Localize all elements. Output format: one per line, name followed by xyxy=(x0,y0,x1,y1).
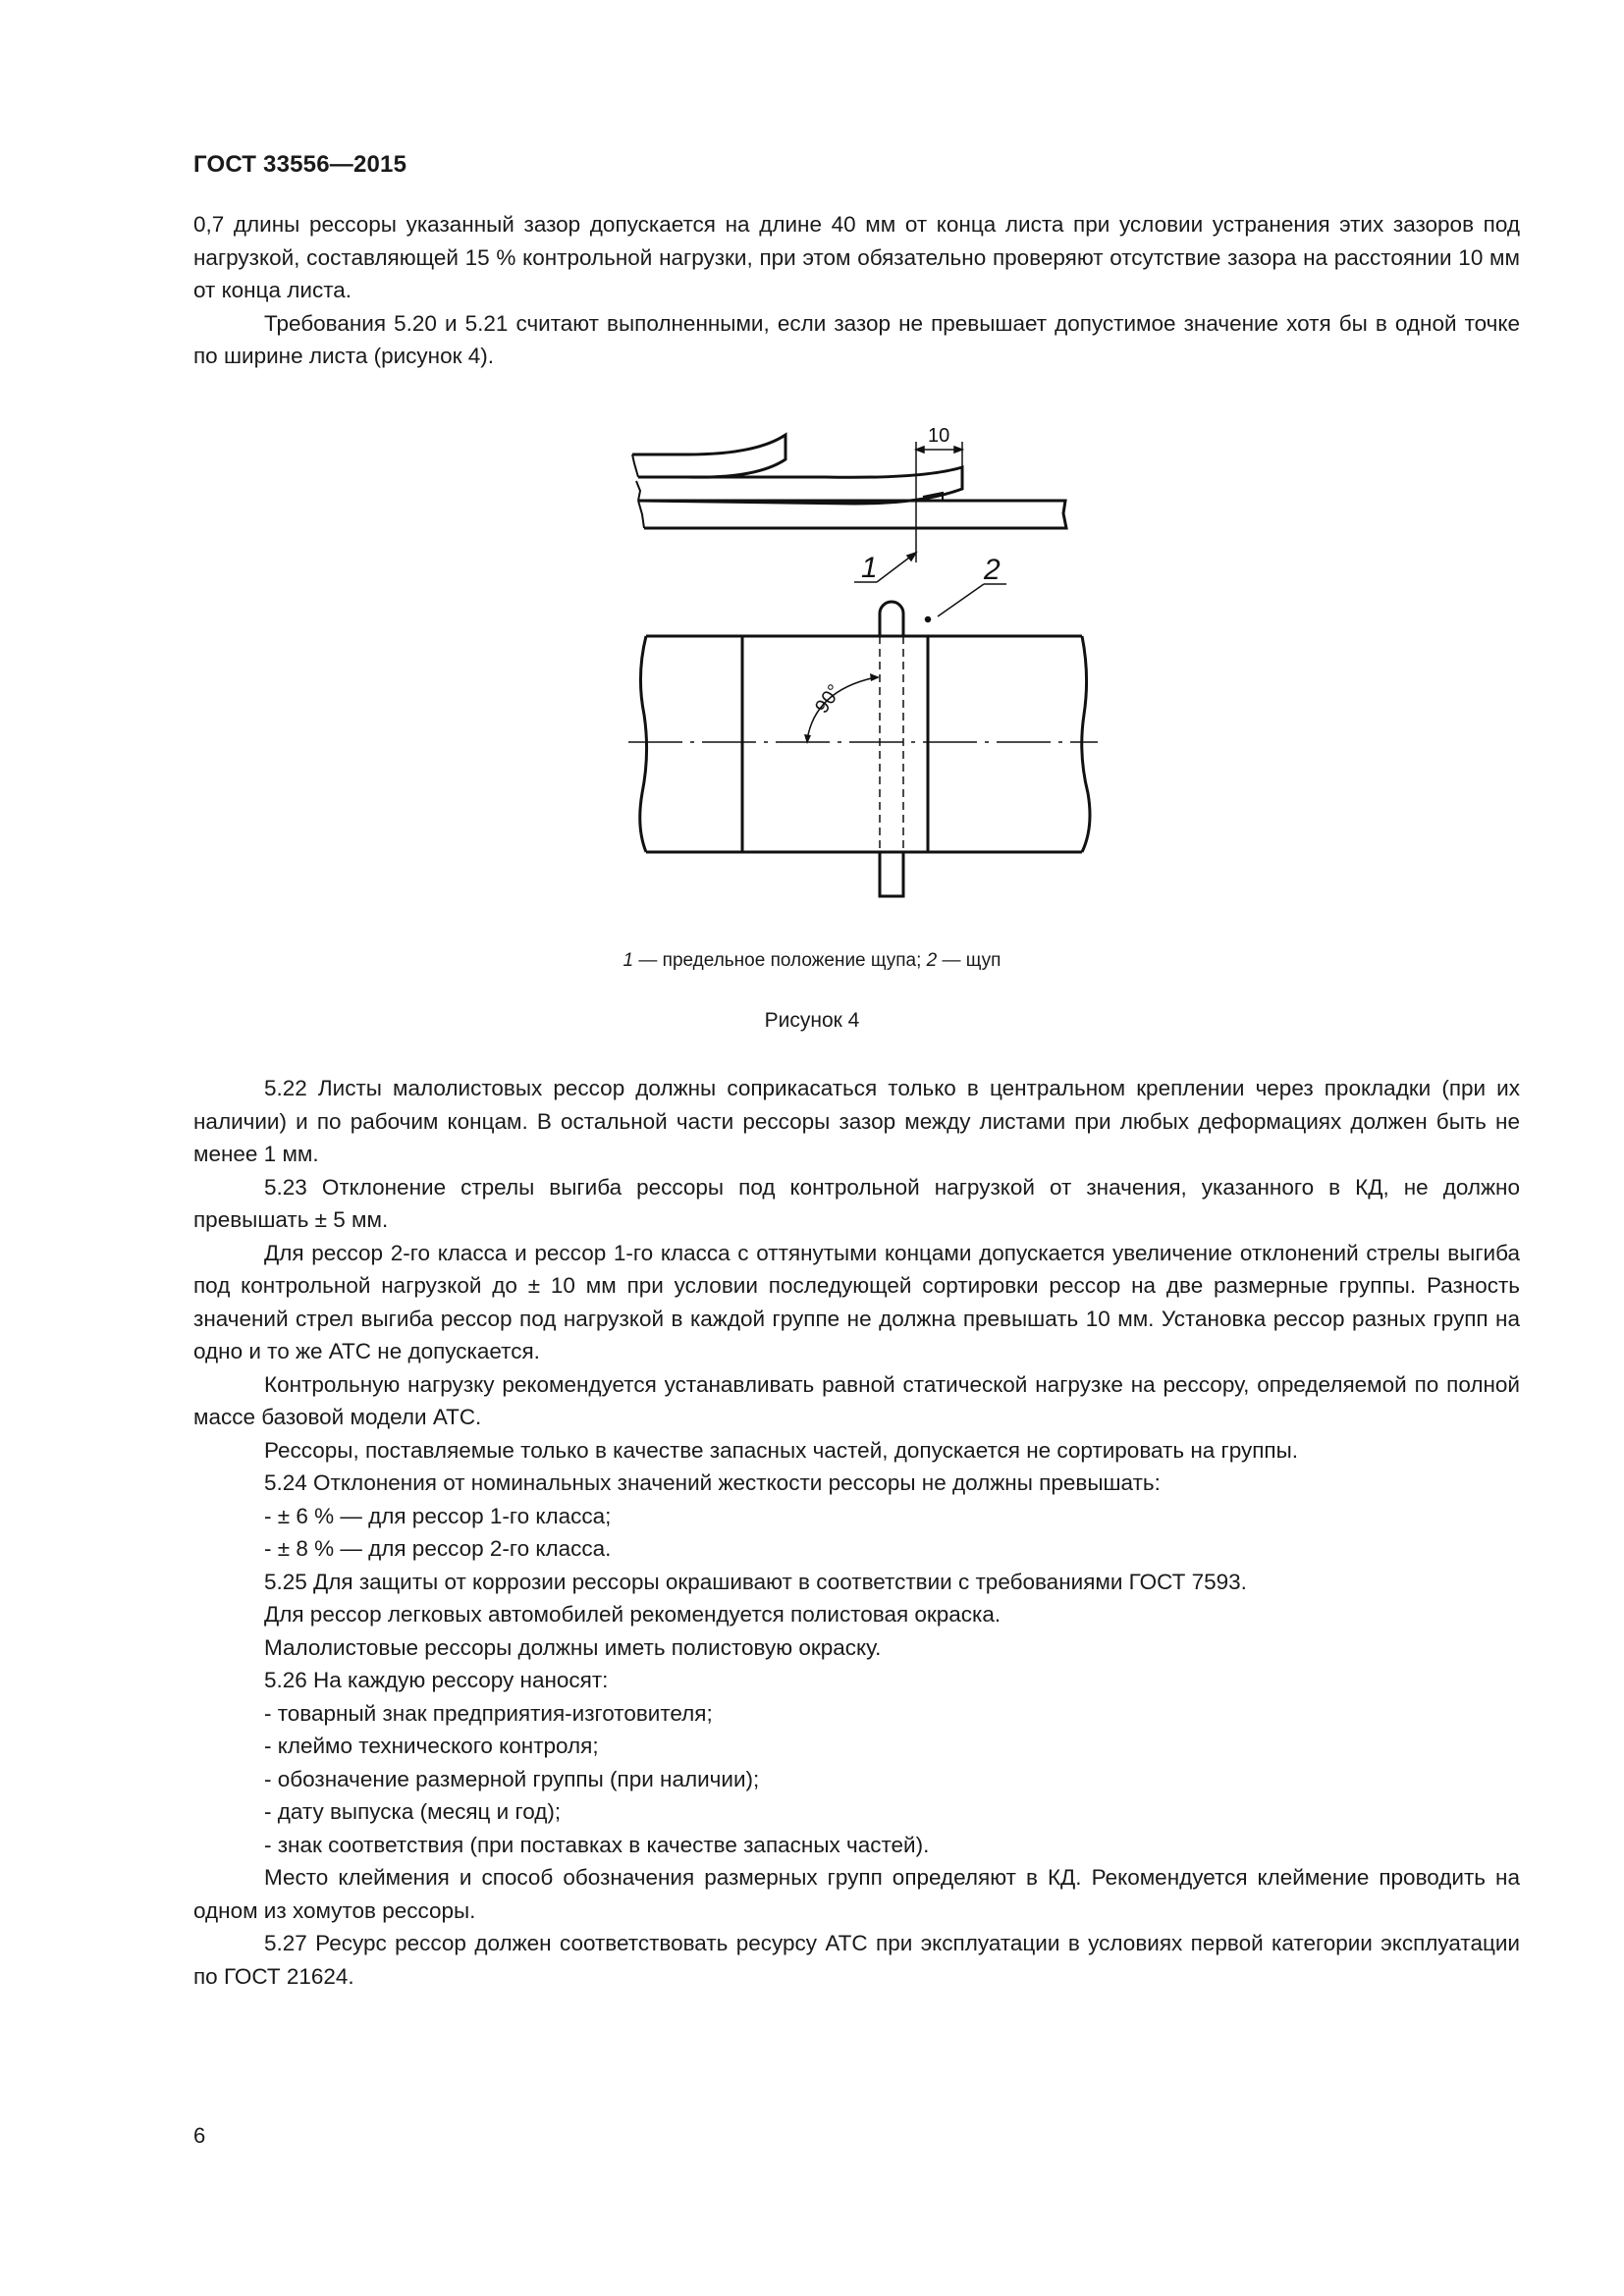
paragraph-5-23: 5.23 Отклонение стрелы выгиба рессоры под контрольной нагрузкой от значения, указанного в КД, не должно превышать ± 5 мм. xyxy=(193,1174,1520,1232)
dimension-label: 10 xyxy=(928,425,950,447)
paragraph-5-23-d: Рессоры, поставляемые только в качестве запасных частей, допускается не сортировать на группы. xyxy=(264,1437,1299,1463)
paragraph-5-27: 5.27 Ресурс рессор должен соответствовать ресурсу АТС при эксплуатации в условиях первой категории эксплуатации по ГОСТ 21624. xyxy=(193,1931,1520,1989)
list-item: - товарный знак предприятия-изготовителя; xyxy=(264,1700,713,1726)
paragraph-5-25-b: Для рессор легковых автомобилей рекомендуется полистовая окраска. xyxy=(264,1602,1001,1627)
paragraph-5-23-c: Контрольную нагрузку рекомендуется устанавливать равной статической нагрузке на рессору, определяемой по полной массе базовой модели АТС. xyxy=(193,1371,1520,1429)
legend-number-1: 1 xyxy=(623,950,634,971)
main-text-block xyxy=(193,1072,1520,1993)
figure-4-drawing xyxy=(628,420,1100,940)
paragraph-continuation: 0,7 длины рессоры указанный зазор допускается на длине 40 мм от конца листа при условии устранения этих зазоров под нагрузкой, составляющей 15 % контрольной нагрузки, при этом обязательно проверяют отсутствие зазора на расстоянии 10 мм от конца листа. xyxy=(193,212,1520,302)
figure-legend xyxy=(0,950,1624,972)
paragraph-5-24: 5.24 Отклонения от номинальных значений жесткости рессоры не должны превышать: xyxy=(264,1470,1161,1495)
legend-text-2: — щуп xyxy=(937,950,1001,971)
list-item: - обозначение размерной группы (при наличии); xyxy=(264,1766,760,1791)
list-item: - дату выпуска (месяц и год); xyxy=(264,1799,562,1824)
paragraph-5-26: 5.26 На каждую рессору наносят: xyxy=(264,1668,609,1692)
legend-number-2: 2 xyxy=(926,950,938,971)
callout-1-label: 1 xyxy=(861,552,878,584)
legend-text-1: — предельное положение щупа; xyxy=(633,950,927,971)
list-item: - клеймо технического контроля; xyxy=(264,1734,599,1758)
callout-2-label: 2 xyxy=(984,554,1001,586)
paragraph-5-25-c: Малолистовые рессоры должны иметь полистовую окраску. xyxy=(264,1634,882,1660)
document-header: ГОСТ 33556—2015 xyxy=(193,151,407,178)
paragraph-5-22: 5.22 Листы малолистовых рессор должны соприкасаться только в центральном креплении через прокладки (при их наличии) и по рабочим концам. В остальной части рессоры зазор между листами при любых деформациях должен быть не менее 1 мм. xyxy=(193,1076,1520,1166)
figure-caption: Рисунок 4 xyxy=(764,1009,860,1032)
angle-label: 90° xyxy=(811,680,846,718)
paragraph-5-25: 5.25 Для защиты от коррозии рессоры окрашивают в соответствии с требованиями ГОСТ 7593. xyxy=(264,1569,1247,1594)
paragraph-5-23-b: Для рессор 2-го класса и рессор 1-го класса с оттянутыми концами допускается увеличение отклонений стрелы выгиба под контрольной нагрузкой до ± 10 мм при условии последующей сортировки рессор на две размерные группы. Разность значений стрел выгиба рессор под нагрузкой в каждой группе не должна превышать 10 мм. Установка рессор разных групп на одно и то же АТС не допускается. xyxy=(193,1240,1520,1363)
list-item: - ± 8 % — для рессор 2-го класса. xyxy=(264,1536,612,1561)
list-item: - ± 6 % — для рессор 1-го класса; xyxy=(264,1503,612,1528)
page-number: 6 xyxy=(193,2123,206,2148)
paragraph-5-26-b: Место клеймения и способ обозначения размерных групп определяют в КД. Рекомендуется клеймение проводить на одном из хомутов рессоры. xyxy=(193,1865,1520,1923)
top-text-block xyxy=(193,208,1520,373)
list-item: - знак соответствия (при поставках в качестве запасных частей). xyxy=(264,1832,930,1857)
paragraph-requirements: Требования 5.20 и 5.21 считают выполненными, если зазор не превышает допустимое значение хотя бы в одной точке по ширине листа (рисунок 4). xyxy=(193,310,1520,368)
